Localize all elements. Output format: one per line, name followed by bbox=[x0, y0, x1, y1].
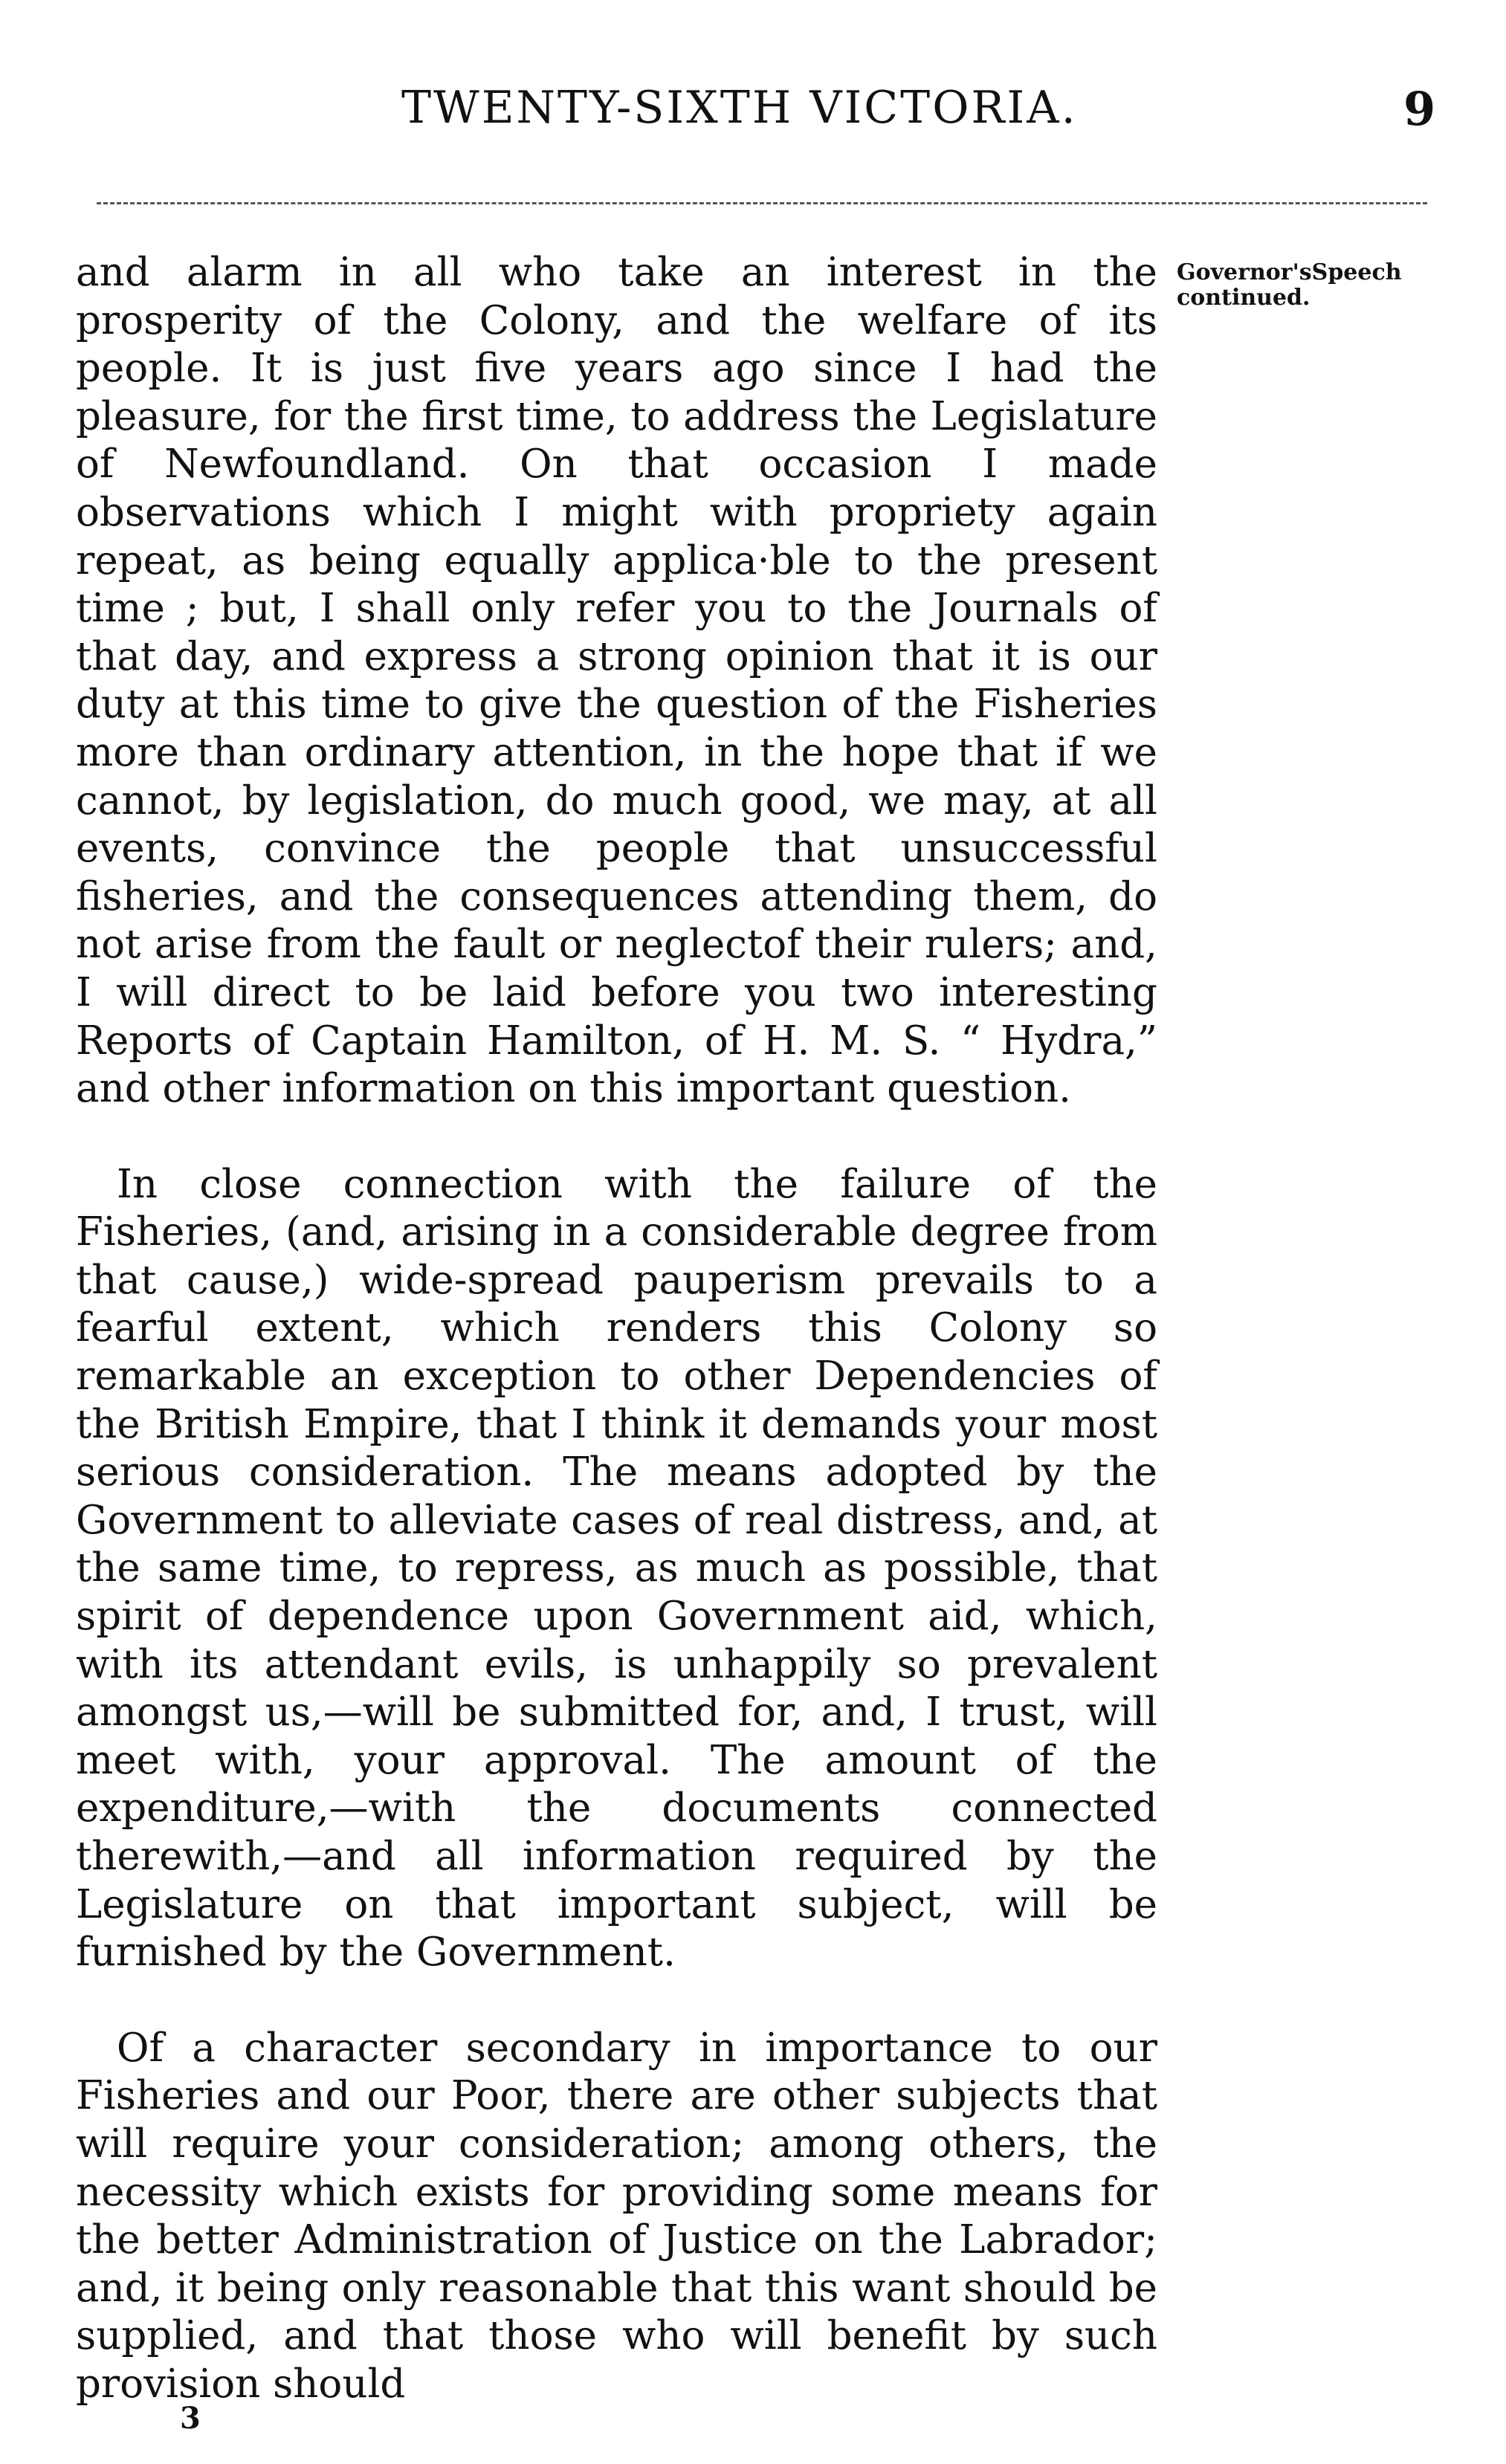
header-rule bbox=[97, 202, 1427, 204]
paragraph-2: In close connection with the failure of the Fisheries, (and, arising in a considerable degree from that cause,) wide-spread pauperism prevails to a fearful extent, which renders this Colony so remarkable an exception to other Dependencies of the British Empire, that I think it demands your most serious consideration. The means adopted by the Government to alleviate cases of real distress, and, at the same time, to repress, as much as possible, that spirit of dependence upon Government aid, which, with its attendant evils, is unhappily so prevalent amongst us,—will be submitted for, and, I trust, will meet with, your approval. The amount of the expenditure,—with the documents connected therewith,—and all information required by the Legislature on that important subject, will be furnished by the Government. bbox=[76, 1161, 1157, 1976]
signature-mark: 3 bbox=[180, 2401, 201, 2436]
page-number: 9 bbox=[1403, 82, 1436, 136]
paragraph-3: Of a character secondary in importance to our Fisheries and our Poor, there are other subjects that will require your consideration; among others, the necessity which exists for providing some means for the better Administration of Justice on the Labrador; and, it being only reasonable that this want should be supplied, and that those who will benefit by such provision should bbox=[76, 2025, 1157, 2407]
margin-note: Governor'sSpeech continued. bbox=[1177, 259, 1402, 311]
paragraph-1: and alarm in all who take an interest in the prosperity of the Colony, and the welfare of its people. It is just five years ago since I had the pleasure, for the first time, to address the Legislature of Newfoundland. On that occasion I made observations which I might with propriety again repeat, as being equally applica·ble to the present time ; but, I shall only refer you to the Journals of that day, and express a strong opinion that it is our duty at this time to give the question of the Fisheries more than ordinary attention, in the hope that if we cannot, by legislation, do much good, we may, at all events, convince the people that unsuccessful fisheries, and the consequences attending them, do not arise from the fault or neglectof their rulers; and, I will direct to be laid before you two interesting Reports of Captain Hamilton, of H. M. S. “ Hydra,” and other information on this important question. bbox=[76, 250, 1157, 1112]
page-header bbox=[0, 82, 1506, 149]
running-head: TWENTY-SIXTH VICTORIA. bbox=[401, 82, 1078, 134]
body-text bbox=[76, 249, 1157, 2409]
